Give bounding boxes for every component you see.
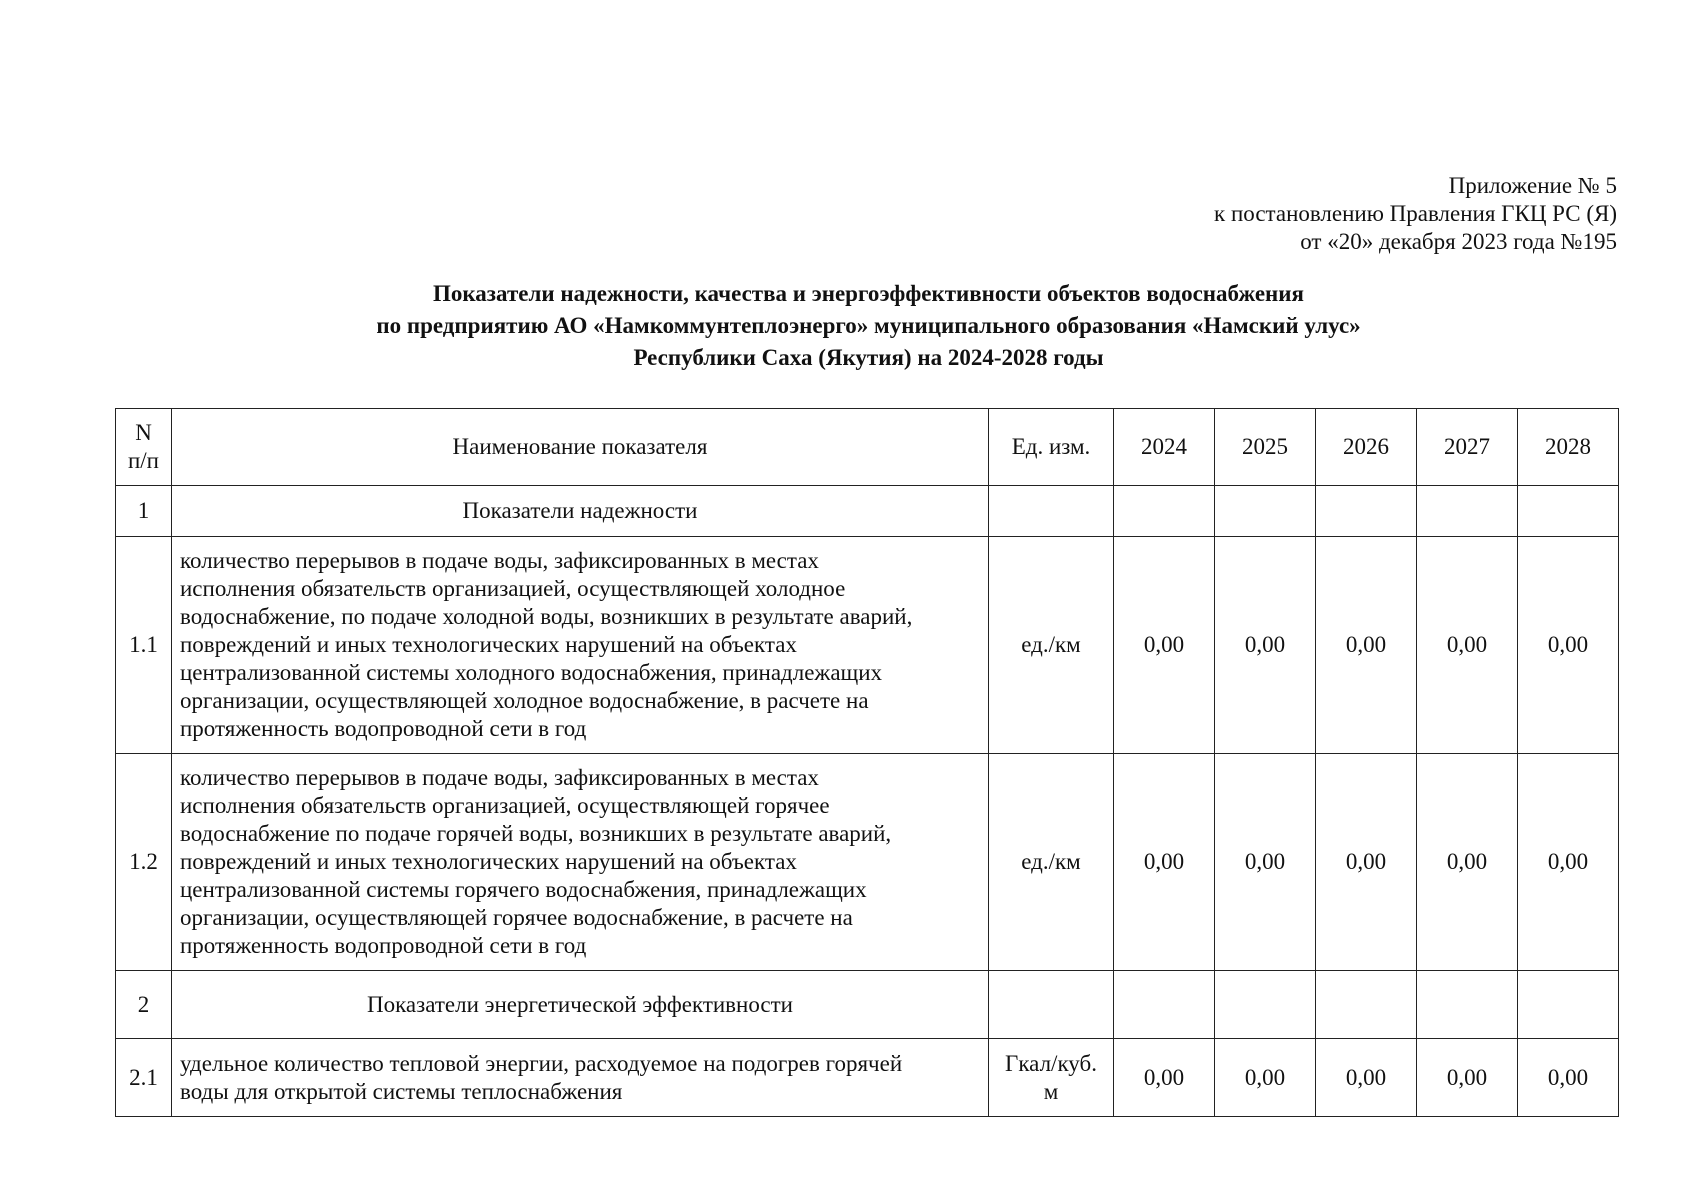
row-num: 1.1 (116, 537, 172, 754)
row-unit: ед./км (989, 754, 1114, 971)
row-name (172, 537, 989, 754)
document-title (0, 278, 1697, 374)
row-unit (989, 1039, 1114, 1117)
appendix-header (1214, 172, 1617, 256)
row-name-line: количество перерывов в подаче воды, зафиксированных в местах (180, 548, 819, 573)
row-value-2025: 0,00 (1215, 754, 1316, 971)
indicators-table (115, 408, 1619, 1117)
row-name-line: организации, осуществляющей холодное водоснабжение, в расчете на (180, 688, 869, 713)
row-value-2028 (1518, 486, 1619, 537)
row-name-line: протяженность водопроводной сети в год (180, 716, 587, 741)
row-name-line: воды для открытой системы теплоснабжения (180, 1078, 623, 1104)
table-row (116, 1039, 1619, 1117)
header-unit: Ед. изм. (989, 409, 1114, 486)
row-value-2026 (1316, 971, 1417, 1039)
row-value-2024 (1114, 971, 1215, 1039)
appendix-number: Приложение № 5 (1448, 173, 1617, 198)
row-name-line: исполнения обязательств организацией, осуществляющей холодное (180, 576, 846, 601)
row-value-2026 (1316, 486, 1417, 537)
row-value-2025 (1215, 486, 1316, 537)
header-num (116, 409, 172, 486)
row-name (172, 754, 989, 971)
row-unit (989, 971, 1114, 1039)
row-value-2027: 0,00 (1417, 537, 1518, 754)
row-value-2025 (1215, 971, 1316, 1039)
row-num: 2 (116, 971, 172, 1039)
title-line-3: Республики Саха (Якутия) на 2024-2028 годы (633, 345, 1104, 370)
row-value-2028: 0,00 (1518, 537, 1619, 754)
row-value-2024: 0,00 (1114, 754, 1215, 971)
row-num: 2.1 (116, 1039, 172, 1117)
row-value-2026: 0,00 (1316, 754, 1417, 971)
row-name (172, 971, 989, 1039)
row-value-2025: 0,00 (1215, 1039, 1316, 1117)
row-name-line: Показатели энергетической эффективности (366, 991, 793, 1017)
row-value-2024: 0,00 (1114, 1039, 1215, 1117)
row-num: 1.2 (116, 754, 172, 971)
row-name-line: централизованной системы горячего водоснабжения, принадлежащих (180, 877, 867, 902)
title-line-1: Показатели надежности, качества и энергоэффективности объектов водоснабжения (433, 281, 1304, 306)
header-year-2024: 2024 (1114, 409, 1215, 486)
header-year-2028: 2028 (1518, 409, 1619, 486)
row-value-2024: 0,00 (1114, 537, 1215, 754)
row-name-line: водоснабжение по подаче горячей воды, возникших в результате аварий, (180, 821, 892, 846)
row-name-line: централизованной системы холодного водоснабжения, принадлежащих (180, 660, 883, 685)
row-name-line: количество перерывов в подаче воды, зафиксированных в местах (180, 765, 819, 790)
header-year-2027: 2027 (1417, 409, 1518, 486)
title-line-2: по предприятию АО «Намкоммунтеплоэнерго» муниципального образования «Намский улус» (376, 313, 1361, 338)
row-value-2027 (1417, 486, 1518, 537)
row-name-line: Показатели надежности (462, 498, 698, 523)
appendix-reference: к постановлению Правления ГКЦ РС (Я) (1214, 201, 1617, 226)
row-unit-line: Гкал/куб. (1005, 1050, 1097, 1076)
header-year-2026: 2026 (1316, 409, 1417, 486)
row-value-2025: 0,00 (1215, 537, 1316, 754)
row-unit: ед./км (989, 537, 1114, 754)
row-name (172, 1039, 989, 1117)
header-year-2025: 2025 (1215, 409, 1316, 486)
row-num: 1 (116, 486, 172, 537)
row-value-2027 (1417, 971, 1518, 1039)
row-unit-line: м (1043, 1078, 1059, 1104)
row-name-line: протяженность водопроводной сети в год (180, 933, 587, 958)
row-name-line: удельное количество тепловой энергии, расходуемое на подогрев горячей (180, 1050, 903, 1076)
row-name-line: организации, осуществляющей горячее водоснабжение, в расчете на (180, 905, 853, 930)
row-value-2028: 0,00 (1518, 754, 1619, 971)
header-name: Наименование показателя (172, 409, 989, 486)
row-name-line: повреждений и иных технологических нарушений на объектах (180, 632, 797, 657)
header-num-line-2: п/п (127, 448, 159, 473)
header-num-line-1: N (135, 420, 152, 445)
appendix-date: от «20» декабря 2023 года №195 (1300, 229, 1617, 254)
row-value-2027: 0,00 (1417, 754, 1518, 971)
row-name (172, 486, 989, 537)
row-name-line: исполнения обязательств организацией, осуществляющей горячее (180, 793, 830, 818)
row-value-2028: 0,00 (1518, 1039, 1619, 1117)
row-value-2027: 0,00 (1417, 1039, 1518, 1117)
row-value-2024 (1114, 486, 1215, 537)
table-header-row (116, 409, 1619, 486)
table-row (116, 537, 1619, 754)
row-name-line: водоснабжение, по подаче холодной воды, возникших в результате аварий, (180, 604, 913, 629)
table-row (116, 754, 1619, 971)
row-unit (989, 486, 1114, 537)
row-value-2028 (1518, 971, 1619, 1039)
row-name-line: повреждений и иных технологических нарушений на объектах (180, 849, 797, 874)
table-row (116, 486, 1619, 537)
table-row (116, 971, 1619, 1039)
row-value-2026: 0,00 (1316, 1039, 1417, 1117)
row-value-2026: 0,00 (1316, 537, 1417, 754)
